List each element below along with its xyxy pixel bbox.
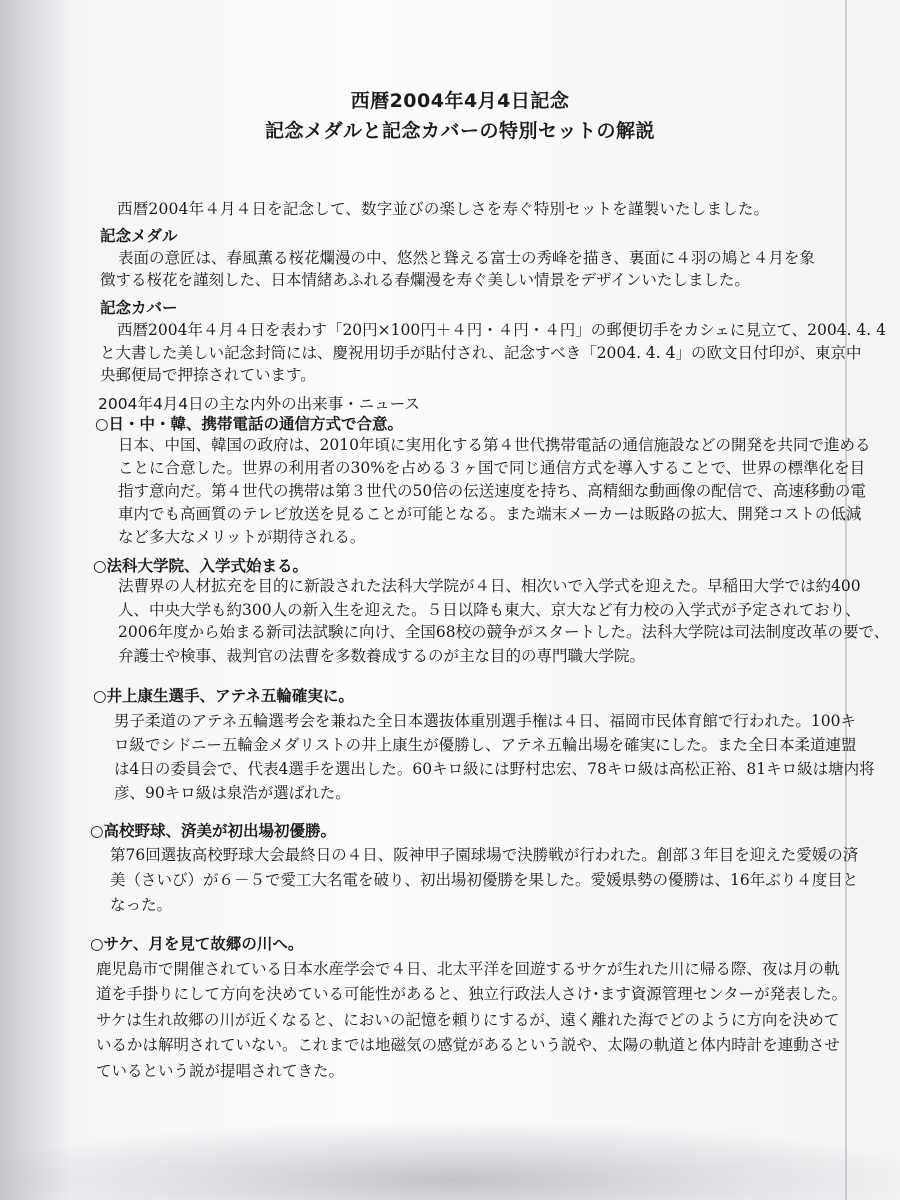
news-item-line: ているという説が提唱されてきた。 (96, 1062, 345, 1080)
cover-text-line: 西暦2004年４月４日を表わす「20円×100円＋４円・４円・４円」の郵便切手をカシェに見立て、2004. 4. 4 (117, 321, 887, 339)
news-item-line: は4日の委員会で、代表4選手を選出した。60キロ級には野村忠宏、78キロ級は高松正裕、81キロ級は塘内将 (114, 760, 875, 778)
news-item-line: 美（さいび）が６－５で愛工大名電を破り、初出場初優勝を果した。愛媛県勢の優勝は、16年ぶり４度目と (110, 871, 859, 889)
news-item-line: 鹿児島市で開催されている日本水産学会で４日、北太平洋を回遊するサケが生れた川に帰る際、夜は月の軌 (96, 960, 840, 978)
news-item-line: 日本、中国、韓国の政府は、2010年頃に実用化する第４世代携帯電話の通信施設などの開発を共同で進める (118, 436, 871, 454)
news-item-heading: ○井上康生選手、アテネ五輪確実に。 (93, 687, 354, 705)
news-item-line: 男子柔道のアテネ五輪選考会を兼ねた全日本選抜体重別選手権は４日、福岡市民体育館で行われた。100キ (114, 712, 856, 730)
cover-text-line: と大書した美しい記念封筒には、慶祝用切手が貼付され、記念すべき「2004. 4. 4」の欧文日付印が、東京中 (100, 344, 862, 362)
cover-heading: 記念カバー (100, 299, 178, 317)
news-item-line: サケは生れ故郷の川が近くなると、においの記憶を頼りにするが、遠く離れた海でどのように方向を決めて (96, 1011, 840, 1029)
news-item-heading: ○法科大学院、入学式始まる。 (93, 557, 309, 575)
medal-heading: 記念メダル (100, 227, 178, 245)
intro-text: 西暦2004年４月４日を記念して、数字並びの楽しさを寿ぐ特別セットを謹製いたしました。 (117, 200, 770, 218)
news-item-line: 彦、90キロ級は泉浩が選ばれた。 (114, 784, 351, 802)
news-item-line: 弁護士や検事、裁判官の法曹を多数養成するのが主な目的の専門職大学院。 (118, 647, 646, 665)
news-item-line: 車内でも高画質のテレビ放送を見ることが可能となる。また端末メーカーは販路の拡大、開発コストの低減 (118, 505, 862, 523)
cover-text-line: 央郵便局で押捺されています。 (100, 366, 316, 384)
medal-text-line: 表面の意匠は、春風薫る桜花爛漫の中、悠然と聳える富士の秀峰を描き、裏面に４羽の鳩と４月を象 (118, 249, 815, 267)
news-item-line: ことに合意した。世界の利用者の30%を占める３ヶ国で同じ通信方式を導入することで、世界の標準化を目 (118, 459, 866, 477)
news-item-heading: ○日・中・韓、携帯電話の通信方式で合意。 (95, 415, 404, 433)
news-item-line: 道を手掛りにして方向を決めている可能性があると、独立行政法人さけ･ます資源管理センターが発表した。 (96, 985, 848, 1003)
news-item-line: 人、中央大学も約300人の新入生を迎えた。５日以降も東大、京大など有力校の入学式が予定されており、 (118, 601, 861, 619)
news-item-line: いるかは解明されていない。これまでは地磁気の感覚があるという説や、太陽の軌道と体内時計を連動させ (96, 1036, 840, 1054)
document-title: 西暦2004年4月4日記念 (350, 90, 570, 112)
news-item-line: 2006年度から始まる新司法試験に向け、全国68校の競争がスタートした。法科大学院は司法制度改革の要で、 (118, 623, 890, 641)
medal-text-line: 徴する桜花を謹刻した、日本情緒あふれる春爛漫を寿ぐ美しい情景をデザインいたしました。 (100, 271, 750, 289)
news-item-line: ロ級でシドニー五輪金メダリストの井上康生が優勝し、アテネ五輪出場を確実にした。また全日本柔道連盟 (114, 736, 857, 754)
news-item-line: など多大なメリットが期待される。 (118, 528, 366, 546)
news-item-line: なった。 (110, 896, 173, 914)
document-subtitle: 記念メダルと記念カバーの特別セットの解説 (264, 120, 655, 142)
news-item-line: 指す意向だ。第４世代の携帯は第３世代の50倍の伝送速度を持ち、高精細な動画像の配信で、高速移動の電 (118, 482, 866, 500)
news-item-heading: ○高校野球、済美が初出場初優勝。 (90, 822, 337, 840)
news-item-heading: ○サケ、月を見て故郷の川へ。 (90, 935, 304, 953)
news-item-line: 法曹界の人材拡充を目的に新設された法科大学院が４日、相次いで入学式を迎えた。早稲田大学では約400 (118, 577, 861, 595)
news-item-line: 第76回選抜高校野球大会最終日の４日、阪神甲子園球場で決勝戦が行われた。創部３年目を迎えた愛媛の済 (110, 846, 859, 864)
news-heading: 2004年4月4日の主な内外の出来事・ニュース (98, 395, 420, 413)
